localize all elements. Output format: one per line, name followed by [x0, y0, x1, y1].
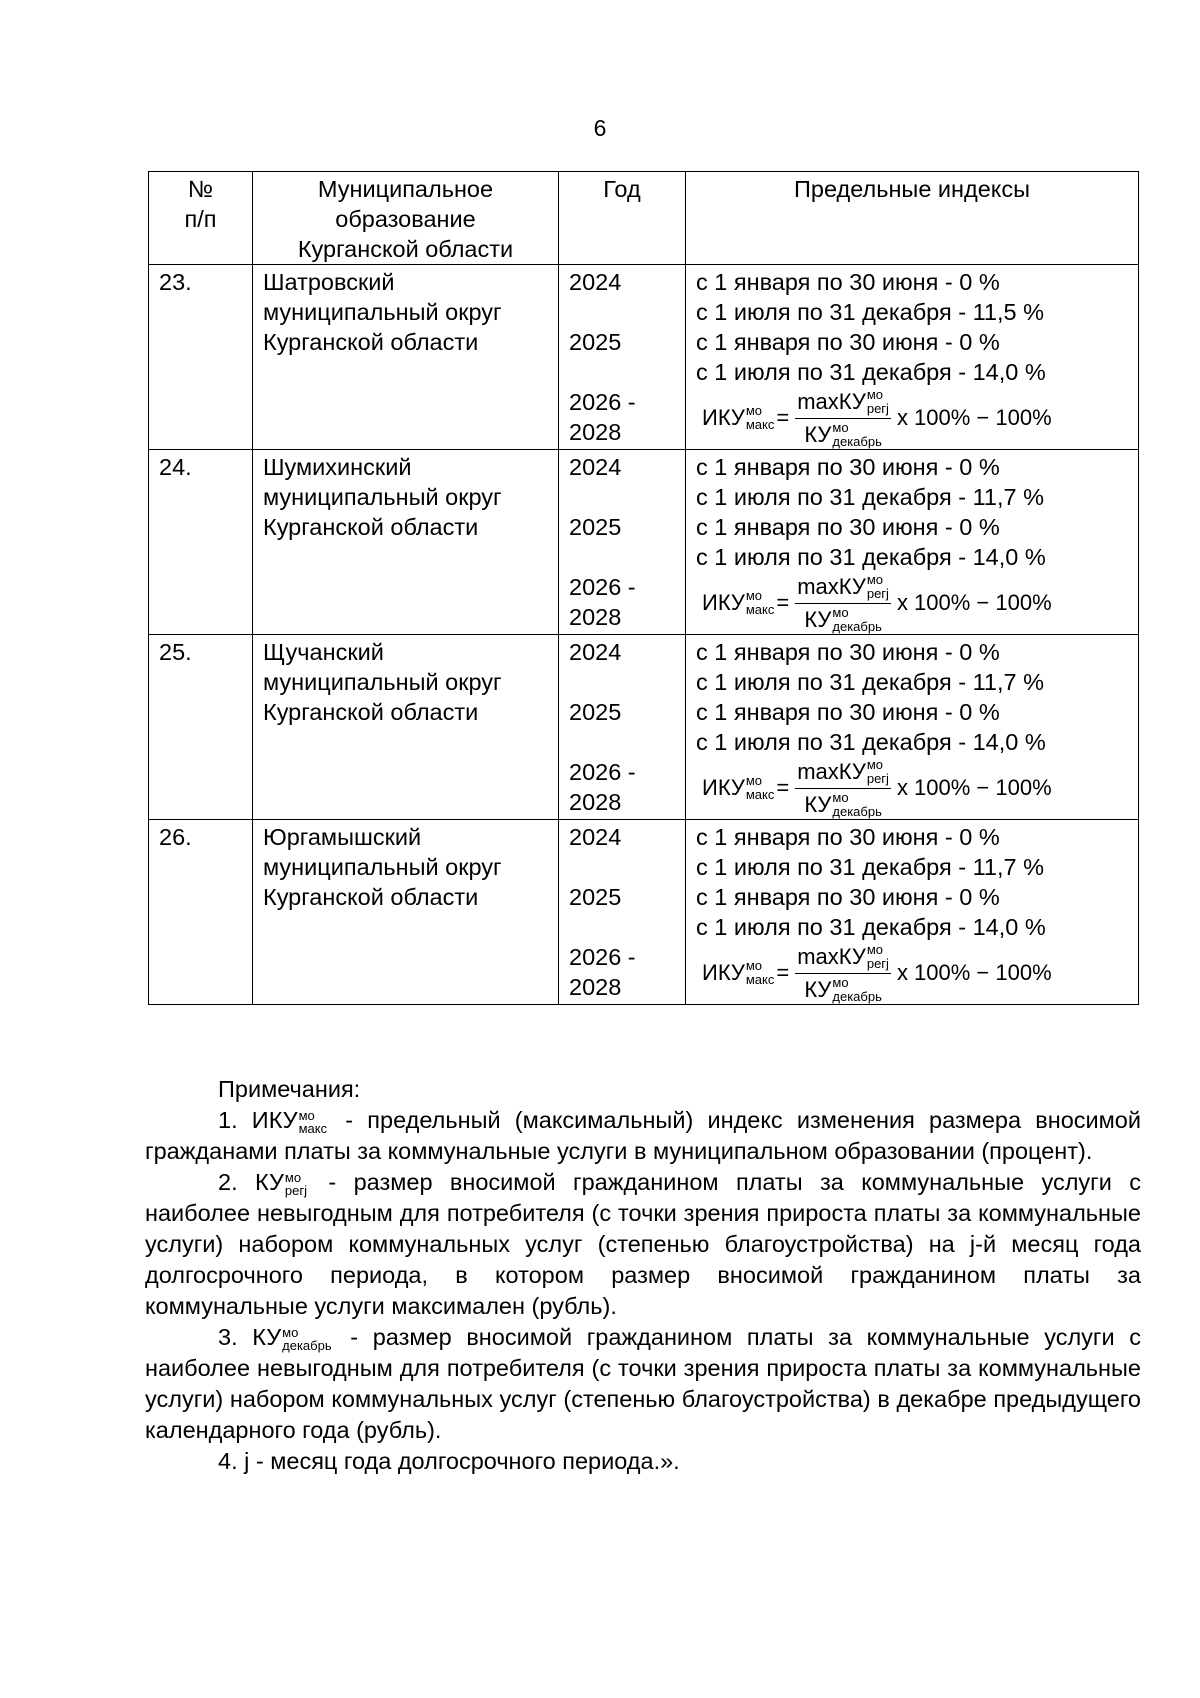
row-number: 25.	[149, 635, 253, 820]
notes-heading: Примечания:	[218, 1076, 361, 1102]
note-2: 2. КУ мо pегj - размер вносимой гражданином платы за коммунальные услуги с наиболее невыгодным для потребителя (с точки зрения прироста платы за коммунальные услуги) набором коммунальных услуг (степенью благоустройства) на j-й месяц года долгосрочного периода, в котором размер вносимой гражданином платы за коммунальные услуги максимален (рубль).	[145, 1169, 1141, 1319]
page-number: 6	[593, 115, 607, 141]
formula-fraction: max КУ мо pегj КУ мо декабрь	[797, 941, 889, 1004]
index-formula: ИКУ мо макс = max КУ мо pегj КУ мо декабрь x 100% − 100%	[702, 756, 1052, 819]
table-row	[149, 265, 1139, 450]
row-municipality: Юргамышский муниципальный округ Курганской области	[253, 820, 559, 1005]
row-number: 26.	[149, 820, 253, 1005]
note-3: 3. КУ мо декабрь - размер вносимой гражданином платы за коммунальные услуги с наиболее невыгодным для потребителя (с точки зрения прироста платы за коммунальные услуги) набором коммунальных услуг (степенью благоустройства) в декабре предыдущего календарного года (рубль).	[145, 1324, 1141, 1443]
header-limit-indices: Предельные индексы	[686, 172, 1139, 265]
row-municipality: Шумихинский муниципальный округ Курганской области	[253, 450, 559, 635]
row-number: 24.	[149, 450, 253, 635]
row-years: 2024 2025 2026 - 2028	[559, 635, 686, 820]
row-municipality: Щучанский муниципальный округ Курганской области	[253, 635, 559, 820]
formula-fraction: max КУ мо pегj КУ мо декабрь	[797, 756, 889, 819]
header-year: Год	[559, 172, 686, 265]
formula-fraction: max КУ мо pегj КУ мо декабрь	[797, 386, 889, 449]
header-municipality: Муниципальное образование Курганской области	[253, 172, 559, 265]
row-municipality: Шатровский муниципальный округ Курганской области	[253, 265, 559, 450]
note-4: 4. j - месяц года долгосрочного периода.».	[218, 1448, 680, 1474]
note-1: 1. ИКУ мо макс - предельный (максимальный) индекс изменения размера вносимой гражданами платы за коммунальные услуги в муниципальном образовании (процент).	[145, 1107, 1141, 1164]
row-indices: с 1 января по 30 июня - 0 % с 1 июля по 31 декабря - 11,7 % с 1 января по 30 июня - 0 % с 1 июля по 31 декабря - 14,0 % ИКУ мо макс = max КУ мо pегj КУ мо декабрь x 100% − 100%	[686, 635, 1139, 820]
index-formula: ИКУ мо макс = max КУ мо pегj КУ мо декабрь x 100% − 100%	[702, 941, 1052, 1004]
row-indices: с 1 января по 30 июня - 0 % с 1 июля по 31 декабря - 11,7 % с 1 января по 30 июня - 0 % с 1 июля по 31 декабря - 14,0 % ИКУ мо макс = max КУ мо pегj КУ мо декабрь x 100% − 100%	[686, 820, 1139, 1005]
row-years: 2024 2025 2026 - 2028	[559, 265, 686, 450]
notes-section	[145, 1074, 1141, 1477]
row-years: 2024 2025 2026 - 2028	[559, 820, 686, 1005]
row-number: 23.	[149, 265, 253, 450]
formula-fraction: max КУ мо pегj КУ мо декабрь	[797, 571, 889, 634]
index-formula: ИКУ мо макс = max КУ мо pегj КУ мо декабрь x 100% − 100%	[702, 571, 1052, 634]
row-indices: с 1 января по 30 июня - 0 % с 1 июля по 31 декабря - 11,7 % с 1 января по 30 июня - 0 % с 1 июля по 31 декабря - 14,0 % ИКУ мо макс = max КУ мо pегj КУ мо декабрь x 100% − 100%	[686, 450, 1139, 635]
index-formula: ИКУ мо макс = max КУ мо pегj КУ мо декабрь x 100% − 100%	[702, 386, 1052, 449]
row-years: 2024 2025 2026 - 2028	[559, 450, 686, 635]
table-row	[149, 450, 1139, 635]
table-row	[149, 820, 1139, 1005]
table-row	[149, 635, 1139, 820]
limit-index-table	[148, 171, 1139, 1005]
table-header-row	[149, 172, 1139, 265]
row-indices: с 1 января по 30 июня - 0 % с 1 июля по 31 декабря - 11,5 % с 1 января по 30 июня - 0 % с 1 июля по 31 декабря - 14,0 % ИКУ мо макс = max КУ мо pегj КУ мо декабрь x 100% − 100%	[686, 265, 1139, 450]
header-number: № п/п	[149, 172, 253, 265]
